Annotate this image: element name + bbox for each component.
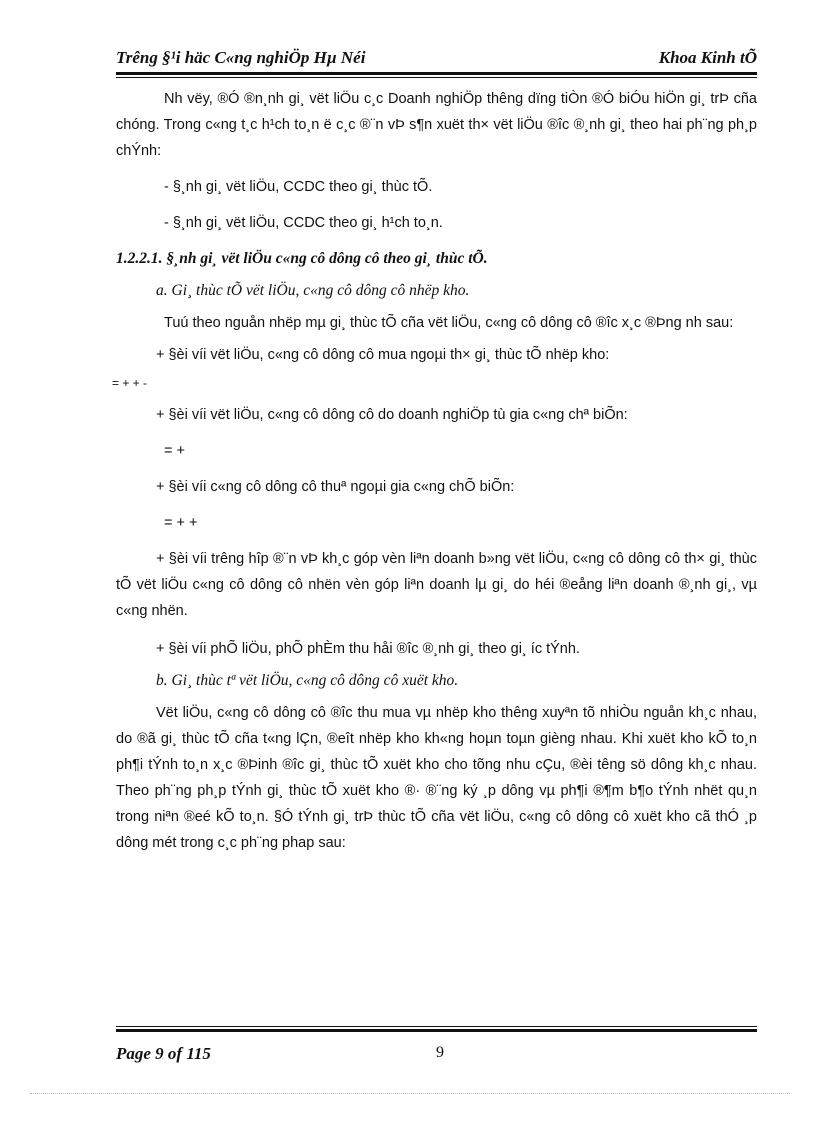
case-self-processed: + §èi víi vët liÖu, c«ng cô dông cô do doanh nghiÖp tù gia c«ng chª biÕn:: [156, 407, 628, 423]
subheading-a: a. Gi¸ thùc tÕ vët liÖu, c«ng cô dông cô nhëp kho.: [156, 282, 470, 299]
header-school-name: Trêng §¹i häc C«ng nghiÖp Hµ Néi: [116, 48, 366, 67]
paragraph-intro: Nh vëy, ®Ó ®n¸nh gi¸ vët liÖu c¸c Doanh nghiÖp thêng dïng tiÒn ®Ó biÓu hiÖn gi¸ trÞ cña chóng. Trong c«ng t¸c h¹ch to¸n ë c¸c ®¨n vÞ s¶n xuët th× vët liÖu ®îc ®¸nh gi¸ theo hai ph¨ng ph¸p chÝnh:: [116, 91, 757, 159]
list-item-actual-price: - §¸nh gi¸ vët liÖu, CCDC theo gi¸ thùc tÕ.: [164, 179, 433, 195]
header-faculty-name: Khoa Kinh tÕ: [658, 48, 757, 67]
subheading-b: b. Gi¸ thùc tª vët liÖu, c«ng cô dông cô xuët kho.: [156, 672, 459, 689]
page-bottom-divider: [30, 1093, 790, 1094]
list-item-accounting-price: - §¸nh gi¸ vët liÖu, CCDC theo gi¸ h¹ch to¸n.: [164, 215, 443, 231]
header-rule-thin: [116, 77, 757, 78]
page-header: [116, 44, 757, 74]
body-text: [112, 86, 757, 856]
case-purchased: + §èi víi vët liÖu, c«ng cô dông cô mua ngoµi th× gi¸ thùc tÕ nhëp kho:: [156, 347, 610, 363]
footer-rule-thick: [116, 1029, 757, 1032]
paragraph-issue-methods: Vët liÖu, c«ng cô dông cô ®îc thu mua vµ nhëp kho thêng xuyªn tõ nhiÒu nguån kh¸c nhau, do ®ã gi¸ thùc tÕ cña t«ng lÇn, ®eît nhëp kho kh«ng hoµn toµn gièng nhau. Khi xuët kho kÕ to¸n ph¶i tÝnh to¸n x¸c ®Þinh ®îc gi¸ thùc tÕ xuët kho cho tõng nhu cÇu, ®èi têng sö dông kh¸c nhau. Theo ph¨ng ph¸p tÝnh gi¸ thùc tÕ xuët kho ®· ®¨ng ký ¸p dông vµ ph¶i ®¶m b¶o tÝnh nhët qu¸n trong niªn ®eé kÕ to¸n. §Ó tÝnh gi¸ trÞ thùc tÕ cña vët liÖu, c«ng cô dông cô xuët kho cã thÓ ¸p dông mét trong c¸c ph¨ng phap sau:: [116, 705, 757, 851]
formula-outsourced: = + +: [164, 515, 198, 531]
footer-page-number: 9: [436, 1044, 444, 1061]
case-outsourced: + §èi víi c«ng cô dông cô thuª ngoµi gia c«ng chÕ biÕn:: [156, 479, 515, 495]
case-capital-contribution: + §èi víi trêng hîp ®¨n vÞ kh¸c góp vèn liªn doanh b»ng vët liÖu, c«ng cô dông cô th× gi¸ thùc tÕ vët liÖu c«ng cô dông cô nhën vèn góp liªn doanh lµ gi¸ do héi ®eång liªn doanh ®¸nh gi¸, vµ c«ng nhën.: [116, 551, 757, 619]
paragraph-sources: Tuú theo nguån nhëp mµ gi¸ thùc tÕ cña vët liÖu, c«ng cô dông cô ®îc x¸c ®Þng nh sau:: [164, 315, 734, 331]
case-scrap: + §èi víi phÕ liÖu, phÕ phÈm thu håi ®îc ®¸nh gi¸ theo gi¸ íc tÝnh.: [156, 641, 580, 657]
formula-self-processed: = +: [164, 443, 185, 459]
section-heading: 1.2.2.1. §¸nh gi¸ vët liÖu c«ng cô dông cô theo gi¸ thùc tÕ.: [116, 250, 488, 267]
footer-rule-thin: [116, 1026, 757, 1027]
header-rule-thick: [116, 72, 757, 75]
footer-page-count: Page 9 of 115: [116, 1044, 211, 1063]
formula-purchased: = + + -: [112, 376, 148, 390]
